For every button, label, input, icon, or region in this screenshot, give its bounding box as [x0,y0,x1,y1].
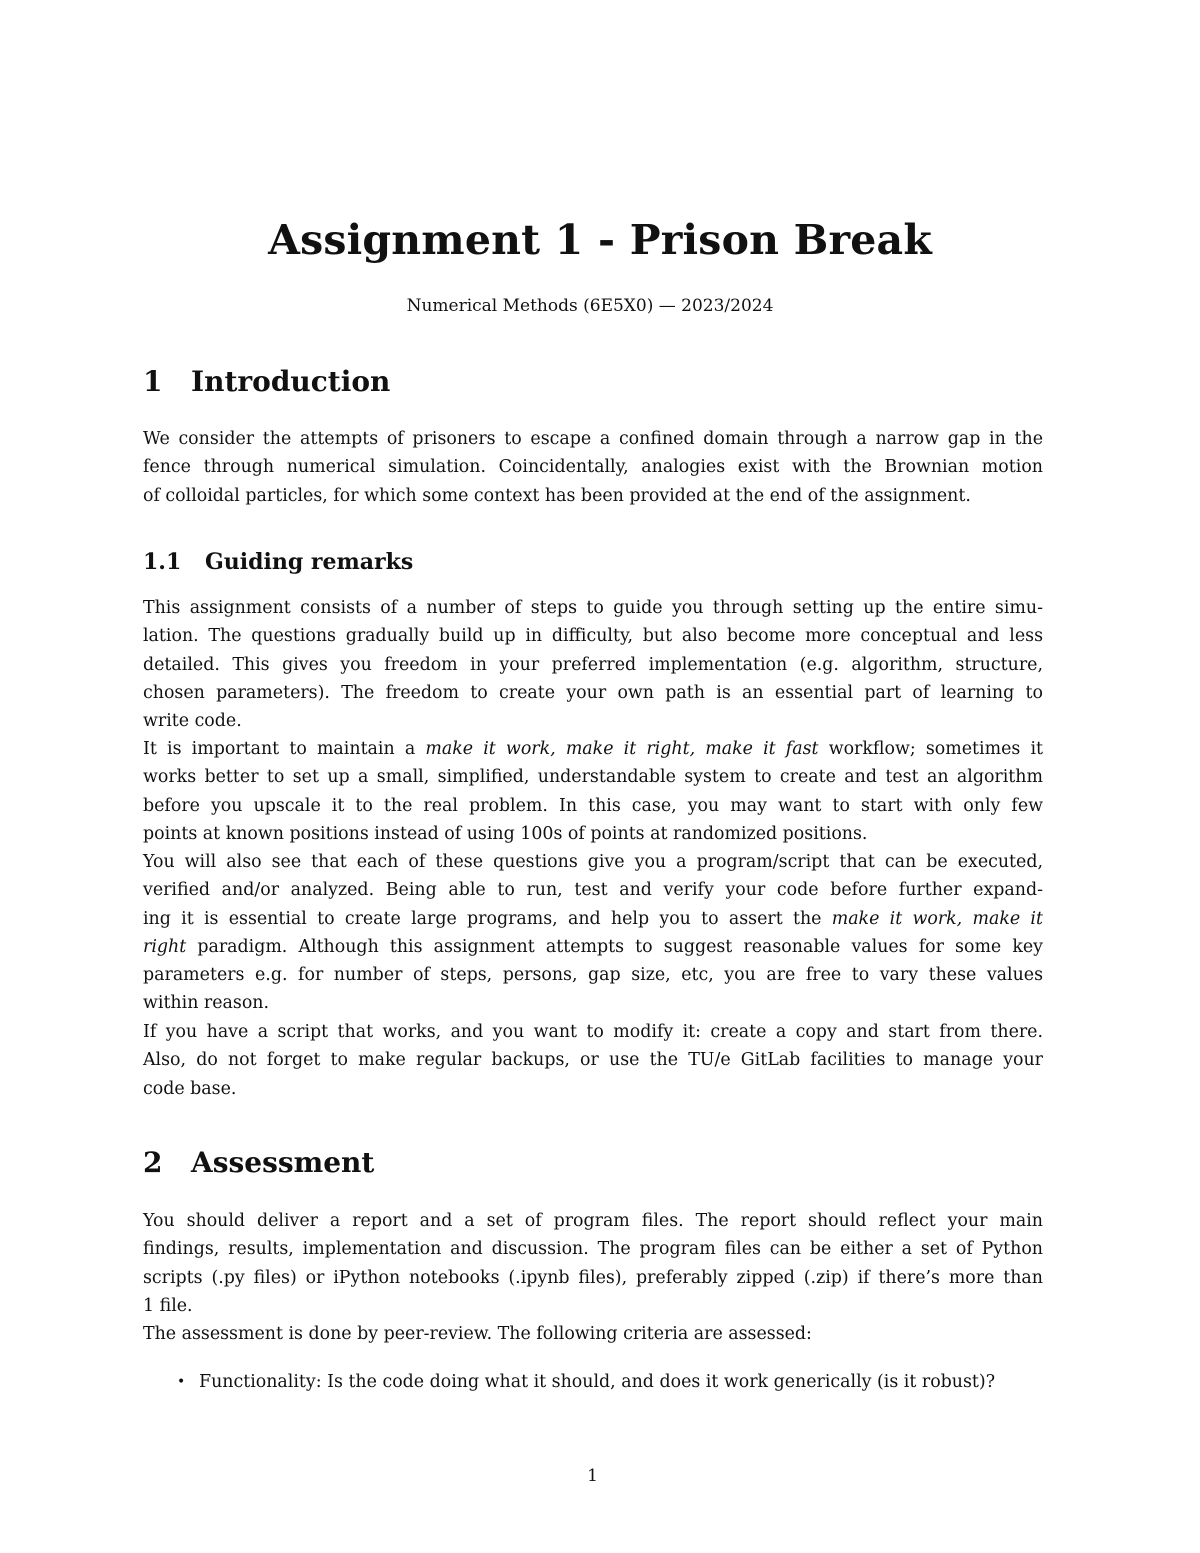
text-line: We consider the attempts of prisoners to escape a confined domain through a narrow gap in the [143,429,1043,449]
text-line [143,735,1043,763]
text-line: You should deliver a report and a set of program files. The report should reflect your main [143,1211,1043,1231]
section-title: Assessment [191,1146,375,1179]
text-line: verified and/or analyzed. Being able to run, test and verify your code before further expand- [143,880,1043,901]
subsection-heading-guiding-remarks [143,547,413,577]
text-run: It is important to maintain a [143,739,426,759]
text-line: Also, do not forget to make regular backups, or use the TU/e GitLab facilities to manage your [143,1050,1043,1071]
document-title: Assignment 1 - Prison Break [268,216,932,264]
text-line: The assessment is done by peer-review. The following criteria are assessed: [143,1324,812,1344]
subsection-title: Guiding remarks [205,549,414,575]
text-line: This assignment consists of a number of steps to guide you through setting up the entire simu- [143,598,1043,618]
text-line: fence through numerical simulation. Coincidentally, analogies exist with the Brownian motion [143,457,1043,478]
text-line: detailed. This gives you freedom in your preferred implementation (e.g. algorithm, structure, [143,654,1043,675]
bullet-icon: • [177,1374,186,1390]
section-number: 2 [143,1146,163,1179]
text-line: points at known positions instead of using 100s of points at randomized positions. [143,823,868,844]
text-line: works better to set up a small, simplified, understandable system to create and test an algorithm [143,767,1043,788]
section-heading-introduction [143,364,390,400]
section-title: Introduction [191,365,391,398]
text-line: findings, results, implementation and discussion. The program files can be either a set of Python [143,1239,1043,1260]
text-line: lation. The questions gradually build up in difficulty, but also become more conceptual and less [143,626,1043,647]
text-run: paradigm. Although this assignment attempts to suggest reasonable values for some key [186,936,1043,957]
section-number: 1 [143,365,163,398]
text-line: within reason. [143,993,270,1014]
guiding-paragraph-1 [143,594,1043,735]
assessment-paragraph-2 [143,1320,1043,1348]
guiding-paragraph-4 [143,1018,1043,1103]
emphasis-text: make it work, make it [831,908,1043,929]
text-run: ing it is essential to create large programs, and help you to assert the [143,908,832,929]
text-line: code base. [143,1078,237,1099]
intro-paragraph [143,425,1043,510]
text-line [143,933,1043,961]
text-line: chosen parameters). The freedom to create your own path is an essential part of learning to [143,682,1043,703]
list-item [177,1368,995,1396]
document-subtitle: Numerical Methods (6E5X0) — 2023/2024 [406,296,774,316]
text-run: workflow; sometimes it [818,739,1044,759]
emphasis-text: make it work, make it right, make it fast [425,739,819,759]
text-line: before you upscale it to the real problem. In this case, you may want to start with only few [143,795,1043,816]
assessment-paragraph-1 [143,1207,1043,1320]
text-line [143,905,1043,933]
text-line: parameters e.g. for number of steps, persons, gap size, etc, you are free to vary these values [143,965,1043,986]
text-line: scripts (.py files) or iPython notebooks (.ipynb files), preferably zipped (.zip) if there’s more than [143,1267,1043,1288]
text-line: 1 file. [143,1295,193,1316]
emphasis-text: right [143,936,187,957]
subsection-number: 1.1 [143,549,182,575]
text-line: You will also see that each of these questions give you a program/script that can be executed, [143,852,1043,872]
guiding-paragraph-2 [143,735,1043,848]
text-line: write code. [143,711,242,732]
text-line: If you have a script that works, and you want to modify it: create a copy and start from there. [143,1022,1043,1042]
page-number: 1 [587,1466,598,1486]
text-line: of colloidal particles, for which some context has been provided at the end of the assignment. [143,485,971,506]
section-heading-assessment [143,1145,374,1181]
list-item-text: Functionality: Is the code doing what it should, and does it work generically (is it robust)? [199,1372,996,1392]
guiding-paragraph-3 [143,848,1043,1018]
